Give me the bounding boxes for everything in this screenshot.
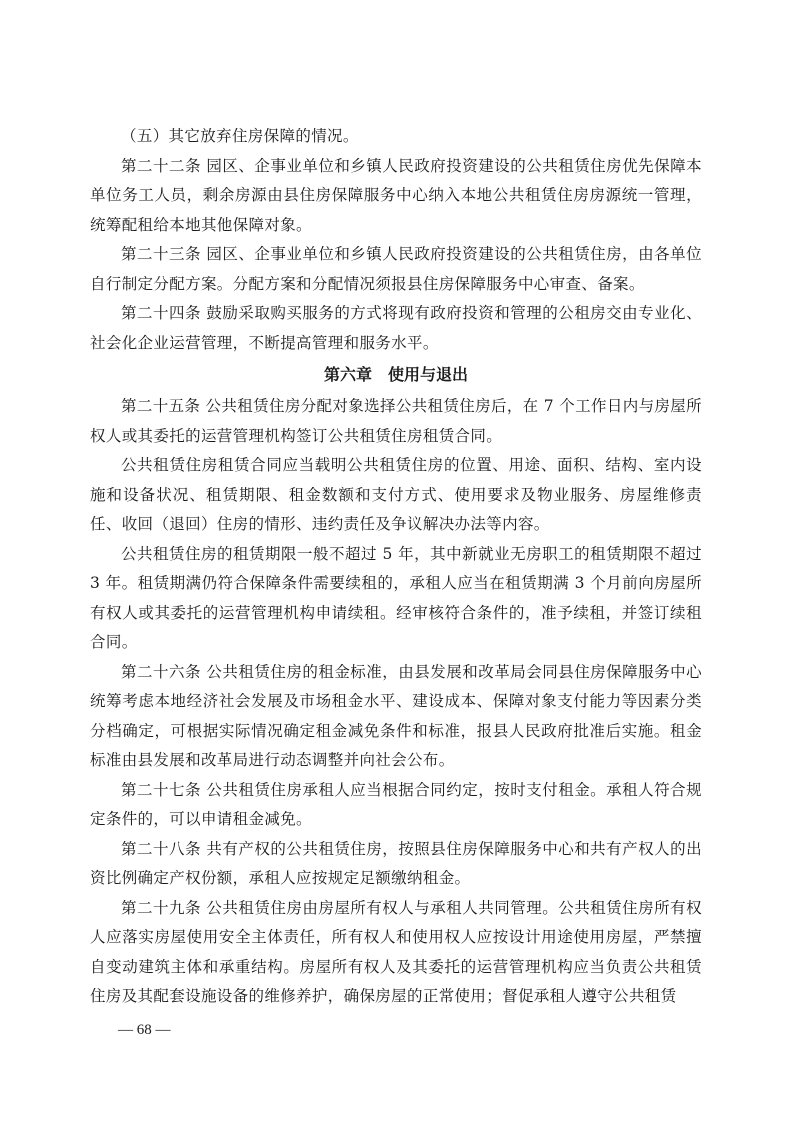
paragraph: 第二十九条 公共租赁住房由房屋所有权人与承租人共同管理。公共租赁住房所有权人应落实房屋使用安全主体责任，所有权人和使用权人应按设计用途使用房屋，严禁擅自变动建筑主体和承重结构。房屋所有权人及其委托的运营管理机构应当负责公共租赁住房及其配套设施设备的维修养护，确保房屋的正常使用；督促承租人遵守公共租赁	[90, 898, 702, 1005]
paragraph: （五）其它放弃住房保障的情况。	[121, 127, 359, 145]
paragraph: 第二十四条 鼓励采取购买服务的方式将现有政府投资和管理的公租房交由专业化、社会化企业运营管理，不断提高管理和服务水平。	[90, 304, 702, 352]
chapter-title: 第六章 使用与退出	[323, 365, 468, 384]
paragraph: 第二十七条 公共租赁住房承租人应当根据合同约定，按时支付租金。承租人符合规定条件的，可以申请租金减免。	[90, 780, 702, 828]
paragraph: 第二十五条 公共租赁住房分配对象选择公共租赁住房后，在 7 个工作日内与房屋所权人或其委托的运营管理机构签订公共租赁住房租赁合同。	[90, 397, 702, 445]
paragraph: 第二十八条 共有产权的公共租赁住房，按照县住房保障服务中心和共有产权人的出资比例确定产权份额，承租人应按规定足额缴纳租金。	[90, 839, 702, 887]
paragraph: 公共租赁住房租赁合同应当载明公共租赁住房的位置、用途、面积、结构、室内设施和设备状况、租赁期限、租金数额和支付方式、使用要求及物业服务、房屋维修责任、收回（退回）住房的情形、违约责任及争议解决办法等内容。	[90, 456, 702, 533]
paragraph: 第二十二条 园区、企事业单位和乡镇人民政府投资建设的公共租赁住房优先保障本单位务工人员，剩余房源由县住房保障服务中心纳入本地公共租赁住房房源统一管理，统筹配租给本地其他保障对象。	[90, 156, 702, 234]
paragraph: 第二十三条 园区、企事业单位和乡镇人民政府投资建设的公共租赁住房，由各单位自行制定分配方案。分配方案和分配情况须报县住房保障服务中心审查、备案。	[90, 245, 702, 293]
paragraph: 公共租赁住房的租赁期限一般不超过 5 年，其中新就业无房职工的租赁期限不超过 3 年。租赁期满仍符合保障条件需要续租的，承租人应当在租赁期满 3 个月前向房屋所有权人或其委托的运营管理机构申请续租。经审核符合条件的，准予续租，并签订续租合同。	[90, 544, 702, 651]
page-number: — 68 —	[118, 1022, 171, 1038]
paragraph: 第二十六条 公共租赁住房的租金标准，由县发展和改革局会同县住房保障服务中心统筹考虑本地经济社会发展及市场租金水平、建设成本、保障对象支付能力等因素分类分档确定，可根据实际情况确定租金减免条件和标准，报县人民政府批准后实施。租金标准由县发展和改革局进行动态调整并向社会公布。	[90, 662, 702, 769]
document-body	[90, 122, 702, 1012]
